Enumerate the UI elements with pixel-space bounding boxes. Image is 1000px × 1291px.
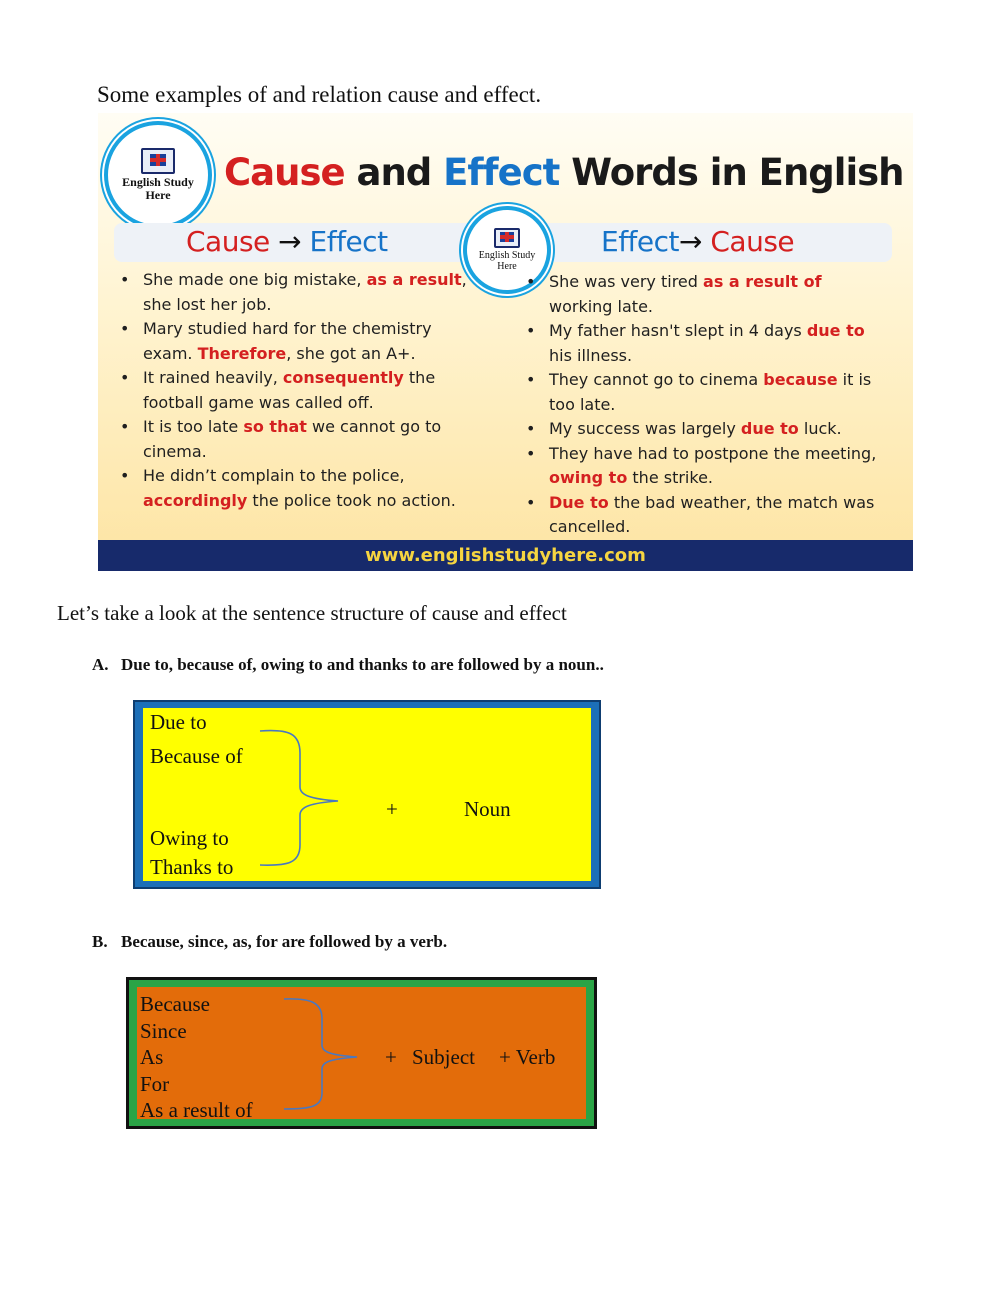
book-icon: [494, 228, 520, 248]
connector-word: Because: [140, 992, 210, 1016]
website-footer: www.englishstudyhere.com: [98, 540, 913, 571]
connector-word: Thanks to: [150, 855, 234, 879]
connector-word: Since: [140, 1019, 187, 1043]
subject-label: Subject: [412, 1045, 475, 1069]
book-icon: [141, 148, 175, 174]
example-item: • He didn’t complain to the police, accordingly the police took no action.: [120, 464, 480, 513]
connector-word: As: [140, 1045, 164, 1069]
uk-flag-icon: [500, 232, 514, 242]
effect-cause-heading: Effect→ Cause: [601, 225, 795, 258]
example-item: • My father hasn't slept in 4 days due to his illness.: [526, 319, 886, 368]
connector-word: Due to: [150, 710, 207, 734]
connector-word: Because of: [150, 744, 243, 768]
noun-structure-inner: [143, 708, 591, 881]
logo-text-line2: Here: [497, 261, 517, 272]
intro-text: Some examples of and relation cause and effect.: [97, 82, 542, 107]
logo-text-line2: Here: [145, 188, 171, 202]
verb-label: + Verb: [499, 1045, 556, 1069]
example-item: • It is too late so that we cannot go to cinema.: [120, 415, 480, 464]
arrow-right-icon: →: [679, 225, 702, 258]
noun-label: Noun: [464, 797, 511, 821]
plus-sign: +: [386, 797, 398, 821]
infographic-title: Cause and Effect Words in English: [224, 151, 904, 194]
connector-word: For: [140, 1072, 170, 1096]
noun-structure-box: [133, 700, 601, 889]
example-item: • My success was largely due to luck.: [526, 417, 886, 442]
cause-effect-infographic: [98, 113, 913, 571]
example-item: • She was very tired as a result of working late.: [526, 270, 886, 319]
logo-text-line1: English Study: [478, 250, 536, 261]
verb-structure-box: [126, 977, 597, 1129]
cause-effect-examples: [120, 268, 480, 513]
plus-sign: +: [385, 1045, 397, 1069]
connector-word: As a result of: [140, 1098, 253, 1122]
example-item: • They cannot go to cinema because it is too late.: [526, 368, 886, 417]
example-item: • Due to the bad weather, the match was cancelled.: [526, 491, 886, 540]
english-study-here-logo: [104, 121, 212, 229]
brace-icon: [258, 723, 348, 868]
example-item: • They have had to postpone the meeting, owing to the strike.: [526, 442, 886, 491]
brace-icon: [282, 997, 372, 1112]
example-item: • Mary studied hard for the chemistry exam. Therefore, she got an A+.: [120, 317, 480, 366]
verb-structure-inner: [137, 987, 586, 1122]
cause-effect-heading: Cause → Effect: [186, 225, 388, 258]
section-a-heading: A. Due to, because of, owing to and thanks to are followed by a noun..: [92, 655, 604, 674]
arrow-right-icon: →: [278, 225, 302, 258]
example-item: • It rained heavily, consequently the football game was called off.: [120, 366, 480, 415]
structure-intro-text: Let’s take a look at the sentence structure of cause and effect: [57, 601, 567, 625]
section-b-heading: B. Because, since, as, for are followed by a verb.: [92, 932, 448, 951]
effect-cause-examples: [526, 270, 886, 540]
logo-text-line1: English Study: [122, 175, 194, 189]
connector-word: Owing to: [150, 826, 229, 850]
example-item: • She made one big mistake, as a result, she lost her job.: [120, 268, 480, 317]
uk-flag-icon: [150, 154, 166, 166]
